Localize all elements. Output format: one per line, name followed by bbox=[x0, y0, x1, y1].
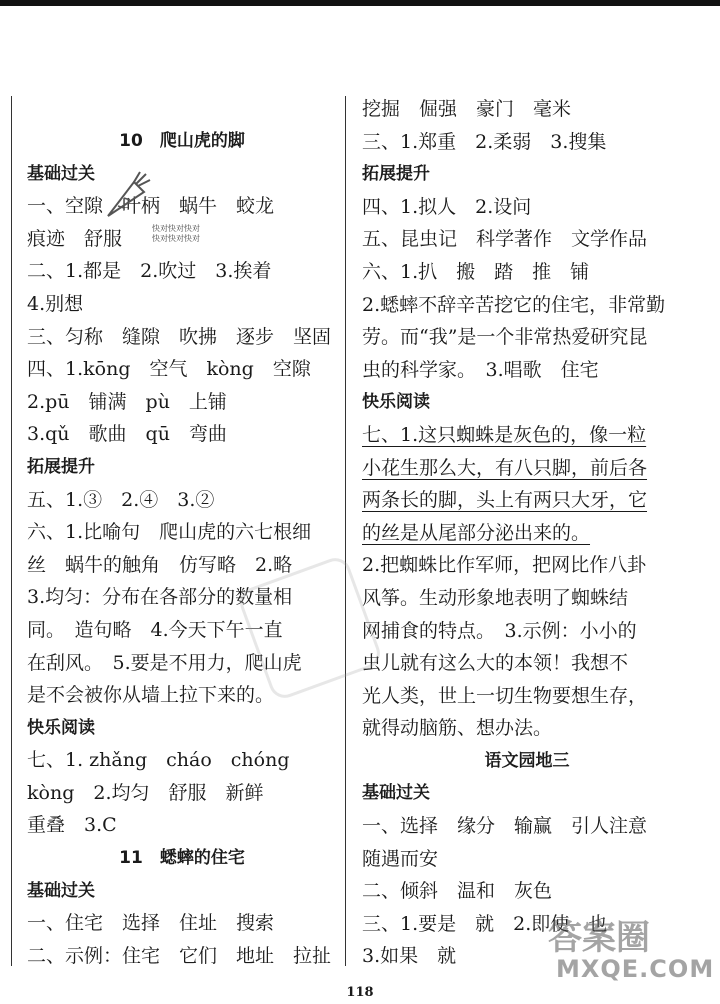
answer-line: 一、选择 缘分 输赢 引人注意 bbox=[362, 815, 648, 838]
answer-line: 光人类，世上一切生物要想生存， bbox=[362, 684, 648, 707]
answer-line: 四、1.拟人 2.设问 bbox=[362, 195, 532, 218]
answer-line: 2.把蜘蛛比作军师，把网比作八卦 bbox=[362, 554, 647, 577]
answer-line: 网捕食的特点。 3.示例：小小的 bbox=[362, 619, 637, 642]
subsection-heading: 拓展提升 bbox=[27, 456, 95, 477]
right-column bbox=[362, 93, 692, 973]
answer-line bbox=[362, 452, 692, 485]
answer-line: 3.如果 就 bbox=[362, 945, 457, 968]
answer-line: kòng 2.均匀 舒服 新鲜 bbox=[27, 781, 264, 804]
carrot-mascot-icon bbox=[100, 168, 152, 224]
answer-line: 挖掘 倔强 豪门 毫米 bbox=[362, 98, 572, 120]
subsection-heading: 基础过关 bbox=[27, 880, 95, 901]
answer-line: 四、1.kōng 空气 kòng 空隙 bbox=[27, 358, 311, 381]
underlined-answer: 两条长的脚，头上有两只大牙，它 bbox=[362, 489, 648, 512]
page-number: 118 bbox=[346, 985, 374, 1000]
left-margin-line bbox=[11, 96, 12, 966]
answer-line: 3.均匀：分布在各部分的数量相 bbox=[27, 586, 293, 609]
answer-line: 三、匀称 缝隙 吹拂 逐步 坚固 bbox=[27, 325, 332, 348]
answer-line: 虫儿就有这么大的本领！我想不 bbox=[362, 652, 629, 675]
column-divider bbox=[345, 96, 346, 966]
top-border bbox=[0, 0, 720, 6]
answer-line: 六、1.扒 搬 踏 推 铺 bbox=[362, 260, 590, 283]
answer-line: 五、1.③ 2.④ 3.② bbox=[27, 488, 215, 511]
answer-line: 3.qǔ 歌曲 qū 弯曲 bbox=[27, 423, 227, 446]
answer-line: 痕迹 舒服 bbox=[27, 227, 123, 250]
section-title: 11 蟋蟀的住宅 bbox=[119, 848, 245, 869]
underlined-answer: 小花生那么大，有八只脚，前后各 bbox=[362, 456, 648, 479]
answer-line: 重叠 3.C bbox=[27, 814, 117, 837]
subsection-heading: 快乐阅读 bbox=[362, 392, 430, 413]
section-title: 语文园地三 bbox=[484, 750, 570, 771]
stamp-line-1: 快对快对快对 bbox=[152, 224, 200, 233]
answer-line bbox=[362, 484, 692, 517]
subsection-heading: 快乐阅读 bbox=[27, 717, 95, 738]
answer-line: 六、1.比喻句 爬山虎的六七根细 bbox=[27, 521, 312, 544]
answer-line: 三、1.要是 就 2.即使 也 bbox=[362, 912, 608, 935]
section-title: 10 爬山虎的脚 bbox=[119, 131, 245, 151]
answer-line: 就得动脑筋、想办法。 bbox=[362, 717, 553, 740]
answer-line: 一、住宅 选择 住址 搜索 bbox=[27, 912, 275, 935]
stamp-line-2: 快对快对快对 bbox=[152, 234, 200, 243]
answer-line: 劳。而“我”是一个非常热爱研究昆 bbox=[362, 326, 648, 349]
underlined-answer: 的丝是从尾部分泌出来的。 bbox=[362, 521, 591, 544]
answer-line: 二、1.都是 2.吹过 3.挨着 bbox=[27, 260, 272, 283]
answer-line bbox=[362, 517, 692, 550]
answer-line: 4.别想 bbox=[27, 292, 84, 315]
answer-line: 丝 蜗牛的触角 仿写略 2.略 bbox=[27, 553, 293, 576]
subsection-heading: 基础过关 bbox=[362, 783, 430, 804]
left-column bbox=[27, 125, 337, 972]
answer-line: 2.蟋蟀不辞辛苦挖它的住宅，非常勤 bbox=[362, 293, 666, 316]
answer-line: 在刮风。 5.要是不用力，爬山虎 bbox=[27, 651, 302, 674]
stamp-text bbox=[152, 224, 200, 244]
answer-line: 虫的科学家。 3.唱歌 住宅 bbox=[362, 358, 599, 381]
answer-line: 二、倾斜 温和 灰色 bbox=[362, 880, 553, 903]
answer-line: 同。 造句略 4.今天下午一直 bbox=[27, 618, 283, 641]
answer-line: 三、1.郑重 2.柔弱 3.搜集 bbox=[362, 130, 607, 153]
site-logo-url: MXQE.COM bbox=[556, 955, 715, 983]
answer-line bbox=[362, 419, 692, 452]
answer-line: 七、1. zhǎng cháo chóng bbox=[27, 749, 290, 772]
answer-line: 五、昆虫记 科学著作 文学作品 bbox=[362, 228, 648, 251]
subsection-heading: 基础过关 bbox=[27, 163, 95, 184]
answer-line: 是不会被你从墙上拉下来的。 bbox=[27, 684, 275, 707]
site-logo: 答案圈 bbox=[548, 918, 650, 958]
answer-line: 2.pū 铺满 pù 上铺 bbox=[27, 390, 227, 413]
answer-line: 二、示例：住宅 它们 地址 拉扯 bbox=[27, 944, 332, 967]
subsection-heading: 拓展提升 bbox=[362, 164, 430, 185]
answer-line: 随遇而安 bbox=[362, 847, 439, 870]
underlined-answer: 七、1.这只蜘蛛是灰色的，像一粒 bbox=[362, 423, 647, 446]
answer-line: 风筝。生动形象地表明了蜘蛛结 bbox=[362, 586, 629, 609]
answer-line: 一、空隙 叶柄 蜗牛 蛟龙 bbox=[27, 195, 275, 218]
